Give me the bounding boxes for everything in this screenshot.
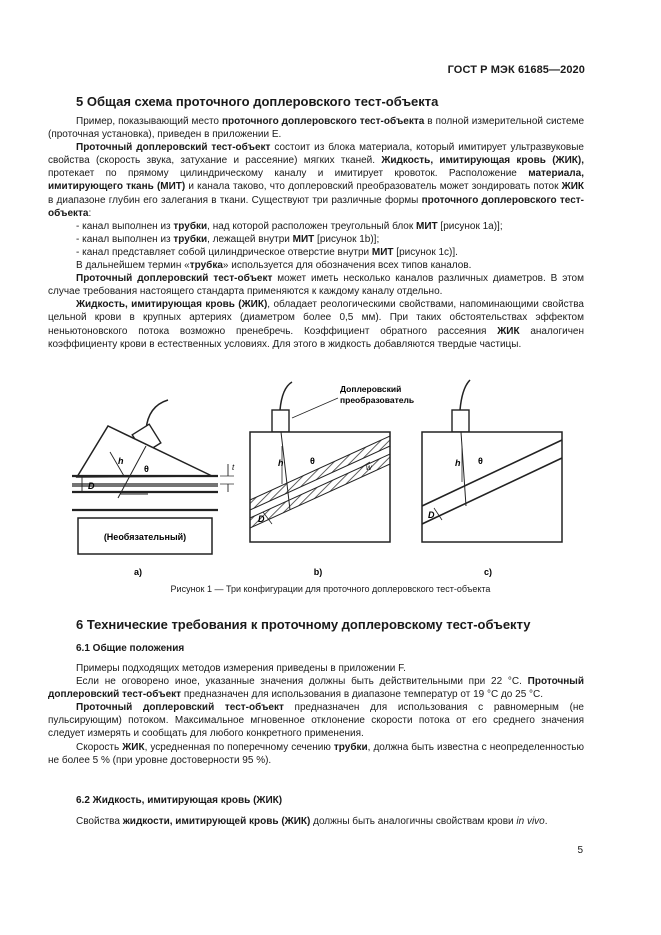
sublabel-b: b): [313, 567, 323, 577]
label-h-c: h: [455, 458, 461, 468]
optional-block-label: (Необязательный): [103, 532, 187, 542]
section-5-body: [48, 115, 584, 351]
label-w: w: [366, 463, 372, 472]
figure-1b: [250, 382, 414, 577]
label-h-b: h: [278, 458, 284, 468]
paragraph-methods: Примеры подходящих методов измерения приведены в приложении F.: [76, 663, 406, 674]
label-theta-c: θ: [478, 456, 483, 466]
sublabel-c: c): [483, 567, 493, 577]
section-6-2-body: [48, 815, 584, 828]
subsection-6-1-title: 6.1 Общие положения: [76, 643, 185, 654]
paragraph-intro: Пример, показывающий место проточного доплеровского тест-объекта в полной измерительной системе (проточная установка), приведен в приложении E.: [48, 116, 585, 141]
transducer-label-line2: преобразователь: [340, 395, 415, 405]
label-theta-b: θ: [310, 456, 315, 466]
label-D-c: D: [428, 510, 435, 520]
figure-1a: [72, 400, 235, 577]
section-6-1-body: [48, 662, 584, 767]
transducer-c: [452, 410, 469, 432]
paragraph-flow: Проточный доплеровский тест-объект предназначен для использования с равномерным (не пульсирующим) потоком. Максимальное мгновенное отклонение скорости потока от его среднего значения следует измерять и сообщать для любого конкретного применения.: [48, 702, 584, 740]
section-5-title: 5 Общая схема проточного доплеровского тест-объекта: [76, 94, 439, 109]
figure-caption: Рисунок 1 — Три конфигурации для проточного доплеровского тест-объекта: [170, 584, 491, 594]
list-item: - канал выполнен из трубки, лежащей внутри МИТ [рисунок 1b)];: [76, 233, 380, 245]
label-t: t: [232, 463, 235, 472]
list-item: - канал выполнен из трубки, над которой расположен треугольный блок МИТ [рисунок 1а)];: [76, 220, 503, 232]
figure-1-diagram: [50, 372, 610, 587]
label-D: D: [88, 481, 95, 491]
section-6-title: 6 Технические требования к проточному доплеровскому тест-объекту: [76, 617, 531, 632]
subsection-6-2-title: 6.2 Жидкость, имитирующая кровь (ЖИК): [76, 795, 283, 806]
label-D-b: D: [258, 514, 265, 524]
transducer-b: [272, 410, 289, 432]
page-number: 5: [577, 845, 583, 856]
transducer-label-line1: Доплеровский: [340, 384, 402, 394]
paragraph-composition: Проточный доплеровский тест-объект состоит из блока материала, который имитирует ультразвуковые свойства (скорость звука, затухание и рассеяние) мягких тканей. Жидкость, имитирующая кровь (ЖИК), протекает по прямому цилиндрическому каналу и имитирует кровоток. Расположение материала, имитирующего ткань (МИТ) и канала таково, что доплеровский преобразователь может зондировать поток ЖИК в диапазоне глубин его залегания в ткани. Существуют три различные формы проточного доплеровского тест-объекта:: [48, 142, 584, 219]
label-h: h: [118, 456, 124, 466]
paragraph-bmf-properties: Свойства жидкости, имитирующей кровь (ЖИК) должны быть аналогичны свойствам крови in vivo.: [76, 816, 548, 827]
paragraph-bmf: Жидкость, имитирующая кровь (ЖИК), обладает реологическими свойствами, напоминающими свойства цельной крови в крупных артериях (диаметром более 0,5 мм). При таких обстоятельствах эффектом неньютоновского потока возможно пренебречь. Коэффициент обратного рассеяния ЖИК аналогичен коэффициенту крови в естественных условиях. Для этого в жидкость добавляются твердые частицы.: [48, 299, 584, 350]
paragraph-velocity: Скорость ЖИК, усредненная по поперечному сечению трубки, должна быть известна с неопределенностью не более 5 % (при уровне достоверности 95 %).: [48, 741, 585, 766]
paragraph-channels: Проточный доплеровский тест-объект может иметь несколько каналов различных диаметров. В этом случае требования настоящего стандарта применяются к каждому каналу отдельно.: [48, 273, 584, 298]
sublabel-a: a): [133, 567, 143, 577]
list-item: - канал представляет собой цилиндрическое отверстие внутри МИТ [рисунок 1с)].: [76, 246, 458, 258]
paragraph-temperature: Если не оговорено иное, указанные значения должны быть действительными при 22 °С. Проточный доплеровский тест-объект предназначен для использования в диапазоне температур от 19 °С до 25 °С.: [48, 676, 584, 701]
figure-1c: [422, 380, 562, 577]
label-theta: θ: [144, 464, 149, 474]
paragraph-term: В дальнейшем термин «трубка» используется для обозначения всех типов каналов.: [76, 260, 472, 272]
standard-header: ГОСТ Р МЭК 61685—2020: [447, 64, 585, 76]
